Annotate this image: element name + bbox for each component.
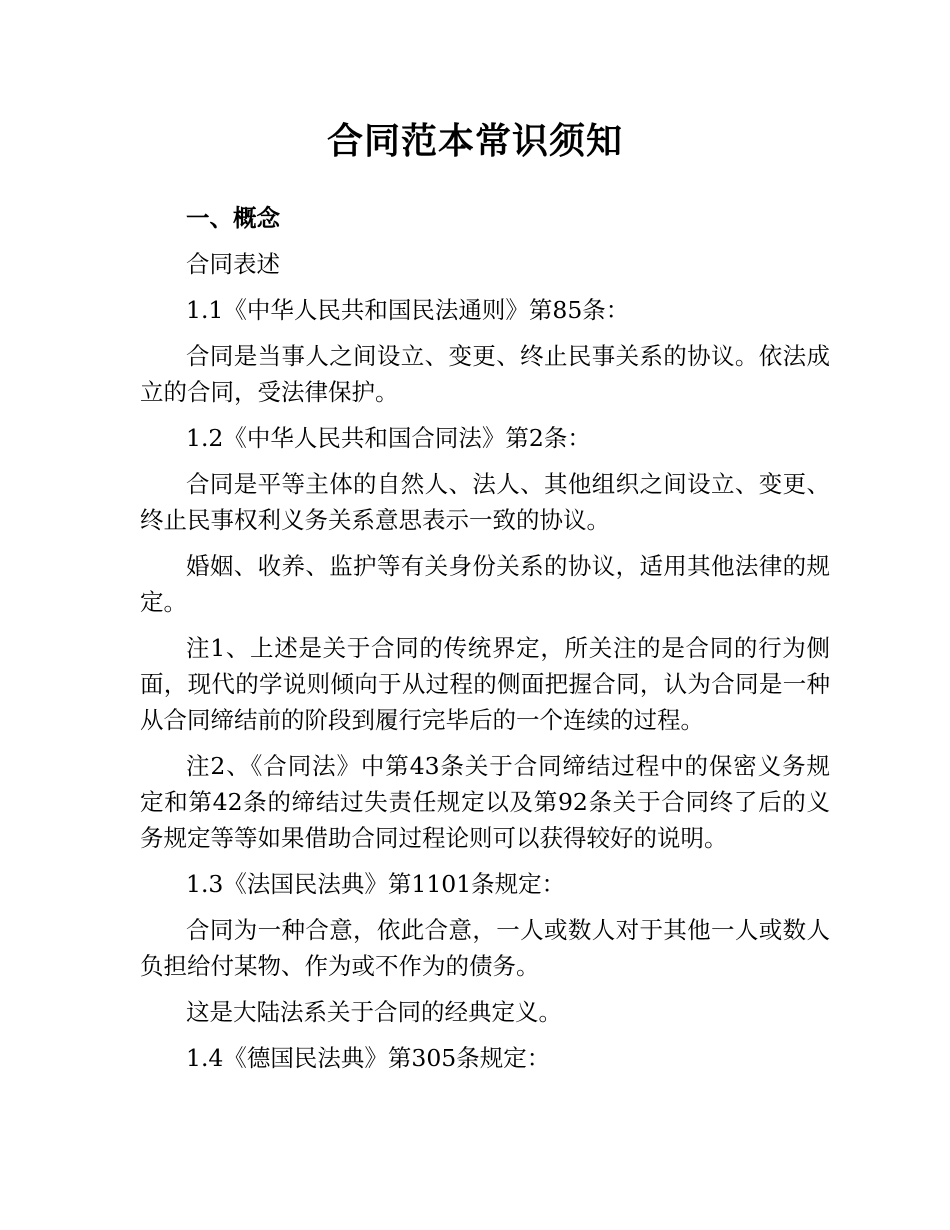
paragraph-contract-expression: 合同表述 [186,250,280,278]
paragraph-note-2: 注2、《合同法》中第43条关于合同缔结过程中的保密义务规定和第42条的缔结过失责任规定以及第92条关于合同终了后的义务规定等等如果借助合同过程论则可以获得较好的说明。 [140,752,830,852]
paragraph-definition-1-3: 合同为一种合意，依此合意，一人或数人对于其他一人或数人负担给付某物、作为或不作为的债务。 [140,916,830,980]
paragraph-identity-relations: 婚姻、收养、监护等有关身份关系的协议，适用其他法律的规定。 [140,552,830,616]
paragraph-clause-1-4: 1.4《德国民法典》第305条规定： [186,1044,551,1072]
document-title: 合同范本常识须知 [326,121,623,162]
paragraph-definition-1-2: 合同是平等主体的自然人、法人、其他组织之间设立、变更、终止民事权利义务关系意思表示一致的协议。 [140,470,830,534]
paragraph-clause-1-1: 1.1《中华人民共和国民法通则》第85条： [186,296,630,324]
paragraph-clause-1-3: 1.3《法国民法典》第1101条规定： [186,870,566,898]
paragraph-definition-1-1: 合同是当事人之间设立、变更、终止民事关系的协议。依法成立的合同，受法律保护。 [140,342,830,406]
paragraph-classic-definition: 这是大陆法系关于合同的经典定义。 [186,998,562,1026]
section-heading: 一、概念 [186,204,280,232]
document-body [140,200,830,1086]
paragraph-note-1: 注1、上述是关于合同的传统界定，所关注的是合同的行为侧面，现代的学说则倾向于从过程的侧面把握合同，认为合同是一种从合同缔结前的阶段到履行完毕后的一个连续的过程。 [140,634,830,734]
paragraph-clause-1-2: 1.2《中华人民共和国合同法》第2条： [186,424,591,452]
